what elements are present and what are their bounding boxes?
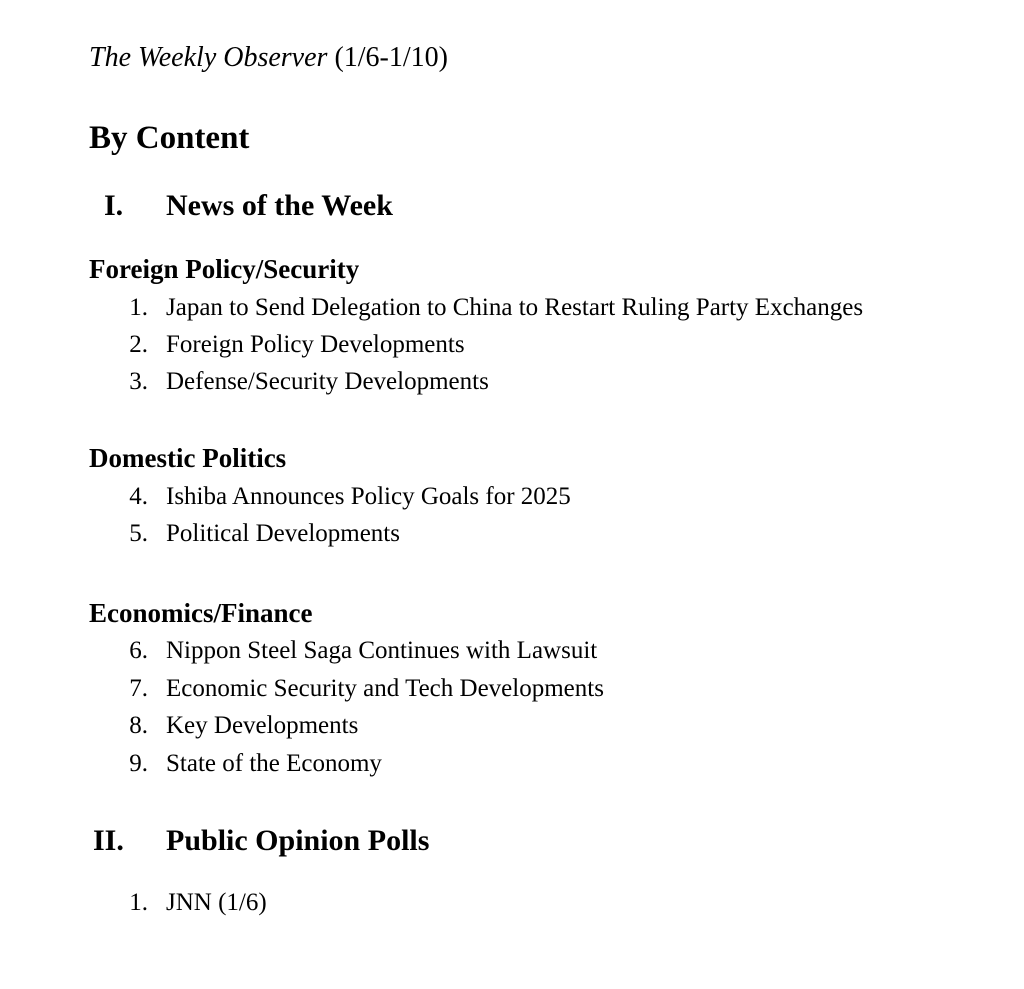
list-item-number: 9.	[129, 750, 148, 777]
list-item: Economic Security and Tech Developments	[166, 675, 604, 702]
category-heading: Economics/Finance	[89, 598, 313, 628]
part-numeral: I.	[104, 189, 124, 222]
part-numeral: II.	[93, 824, 124, 857]
part-title: News of the Week	[166, 189, 393, 222]
list-item-number: 1.	[129, 294, 148, 321]
list-item-number: 7.	[129, 675, 148, 702]
list-item: Defense/Security Developments	[166, 368, 489, 395]
list-item: JNN (1/6)	[166, 889, 267, 916]
list-item: Key Developments	[166, 712, 359, 739]
list-item: Foreign Policy Developments	[166, 331, 465, 358]
publication-title: The Weekly Observer	[89, 42, 328, 73]
list-item-number: 1.	[129, 889, 148, 916]
contents-heading: By Content	[89, 120, 250, 156]
list-item: Ishiba Announces Policy Goals for 2025	[166, 483, 571, 510]
list-item: State of the Economy	[166, 750, 382, 777]
list-item: Nippon Steel Saga Continues with Lawsuit	[166, 637, 598, 664]
list-item-number: 6.	[129, 637, 148, 664]
date-range: (1/6-1/10)	[334, 42, 448, 73]
category-heading: Foreign Policy/Security	[89, 254, 360, 284]
category-heading: Domestic Politics	[89, 443, 287, 473]
list-item-number: 4.	[129, 483, 148, 510]
list-item-number: 8.	[129, 712, 148, 739]
list-item-number: 2.	[129, 331, 148, 358]
list-item-number: 5.	[129, 520, 148, 547]
list-item-number: 3.	[129, 368, 148, 395]
part-title: Public Opinion Polls	[166, 824, 430, 857]
masthead	[89, 40, 448, 76]
list-item: Political Developments	[166, 520, 400, 547]
list-item: Japan to Send Delegation to China to Restart Ruling Party Exchanges	[166, 294, 864, 321]
